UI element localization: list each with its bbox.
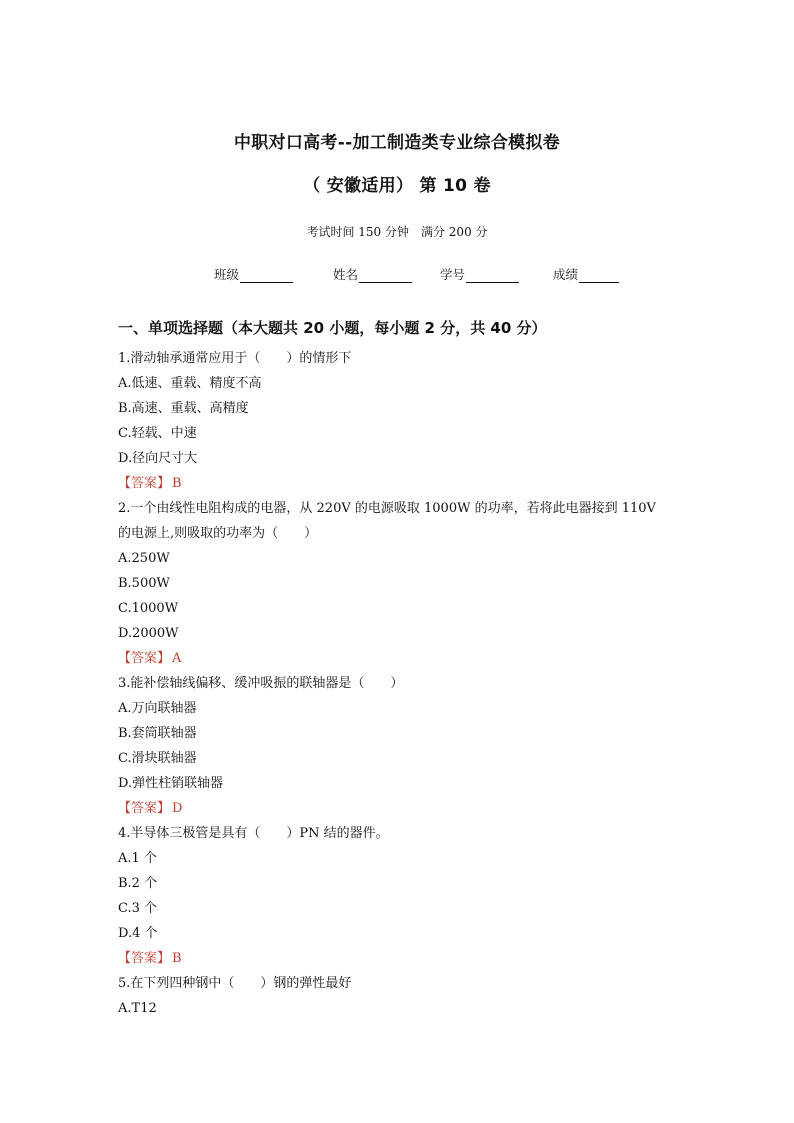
answer-label: 【答案】	[118, 801, 171, 816]
name-label: 姓名	[333, 267, 359, 282]
section-heading: 一、单项选择题（本大题共 20 小题，每小题 2 分，共 40 分）	[118, 319, 547, 337]
option-b: B.高速、重载、高精度	[118, 401, 249, 416]
option-c: C.1000W	[118, 601, 179, 616]
answer-label: 【答案】	[118, 651, 171, 666]
question-stem-continued: 的电源上,则吸取的功率为（ ）	[118, 526, 318, 541]
option-a: A.万向联轴器	[118, 701, 197, 716]
score-label: 成绩	[553, 267, 579, 282]
score-blank[interactable]	[579, 268, 619, 283]
option-d: D.4 个	[118, 926, 158, 941]
option-b: B.500W	[118, 576, 170, 591]
answer-value: D	[172, 801, 183, 816]
score-field	[553, 265, 619, 283]
question-list	[118, 349, 688, 1024]
student-id-field	[440, 265, 519, 283]
option-b: B.套筒联轴器	[118, 726, 197, 741]
question-stem: 5.在下列四种钢中（ ）钢的弹性最好	[118, 976, 352, 991]
option-c: C.3 个	[118, 901, 158, 916]
option-a: A.T12	[118, 1001, 157, 1016]
option-a: A.250W	[118, 551, 170, 566]
question-4	[118, 824, 688, 974]
class-field	[214, 265, 293, 283]
question-2	[118, 499, 688, 674]
question-stem: 4.半导体三极管是具有（ ）PN 结的器件。	[118, 826, 389, 841]
question-5	[118, 974, 688, 1024]
document-subtitle: （ 安徽适用） 第 10 卷	[303, 176, 491, 196]
exam-info: 考试时间 150 分钟 满分 200 分	[306, 225, 488, 239]
option-d: D.径向尺寸大	[118, 451, 198, 466]
answer-value: A	[172, 651, 182, 666]
option-a: A.1 个	[118, 851, 157, 866]
question-3	[118, 674, 688, 824]
option-d: D.弹性柱销联轴器	[118, 776, 224, 791]
student-id-blank[interactable]	[466, 268, 519, 283]
option-a: A.低速、重载、精度不高	[118, 376, 262, 391]
name-field	[333, 265, 412, 283]
answer-label: 【答案】	[118, 951, 171, 966]
class-label: 班级	[214, 267, 240, 282]
question-stem: 1.滑动轴承通常应用于（ ）的情形下	[118, 351, 352, 366]
answer-line	[118, 649, 688, 674]
student-id-label: 学号	[440, 267, 466, 282]
question-stem: 2.一个由线性电阻构成的电器，从 220V 的电源吸取 1000W 的功率，若将此电器接到 110V	[118, 501, 656, 516]
answer-line	[118, 474, 688, 499]
option-c: C.滑块联轴器	[118, 751, 197, 766]
answer-value: B	[172, 951, 182, 966]
question-stem: 3.能补偿轴线偏移、缓冲吸振的联轴器是（ ）	[118, 676, 404, 691]
question-1	[118, 349, 688, 499]
document-title: 中职对口高考--加工制造类专业综合模拟卷	[233, 133, 561, 153]
answer-line	[118, 949, 688, 974]
option-d: D.2000W	[118, 626, 179, 641]
option-c: C.轻载、中速	[118, 426, 197, 441]
class-blank[interactable]	[240, 268, 293, 283]
answer-value: B	[172, 476, 182, 491]
answer-line	[118, 799, 688, 824]
name-blank[interactable]	[359, 268, 412, 283]
option-b: B.2 个	[118, 876, 158, 891]
answer-label: 【答案】	[118, 476, 171, 491]
